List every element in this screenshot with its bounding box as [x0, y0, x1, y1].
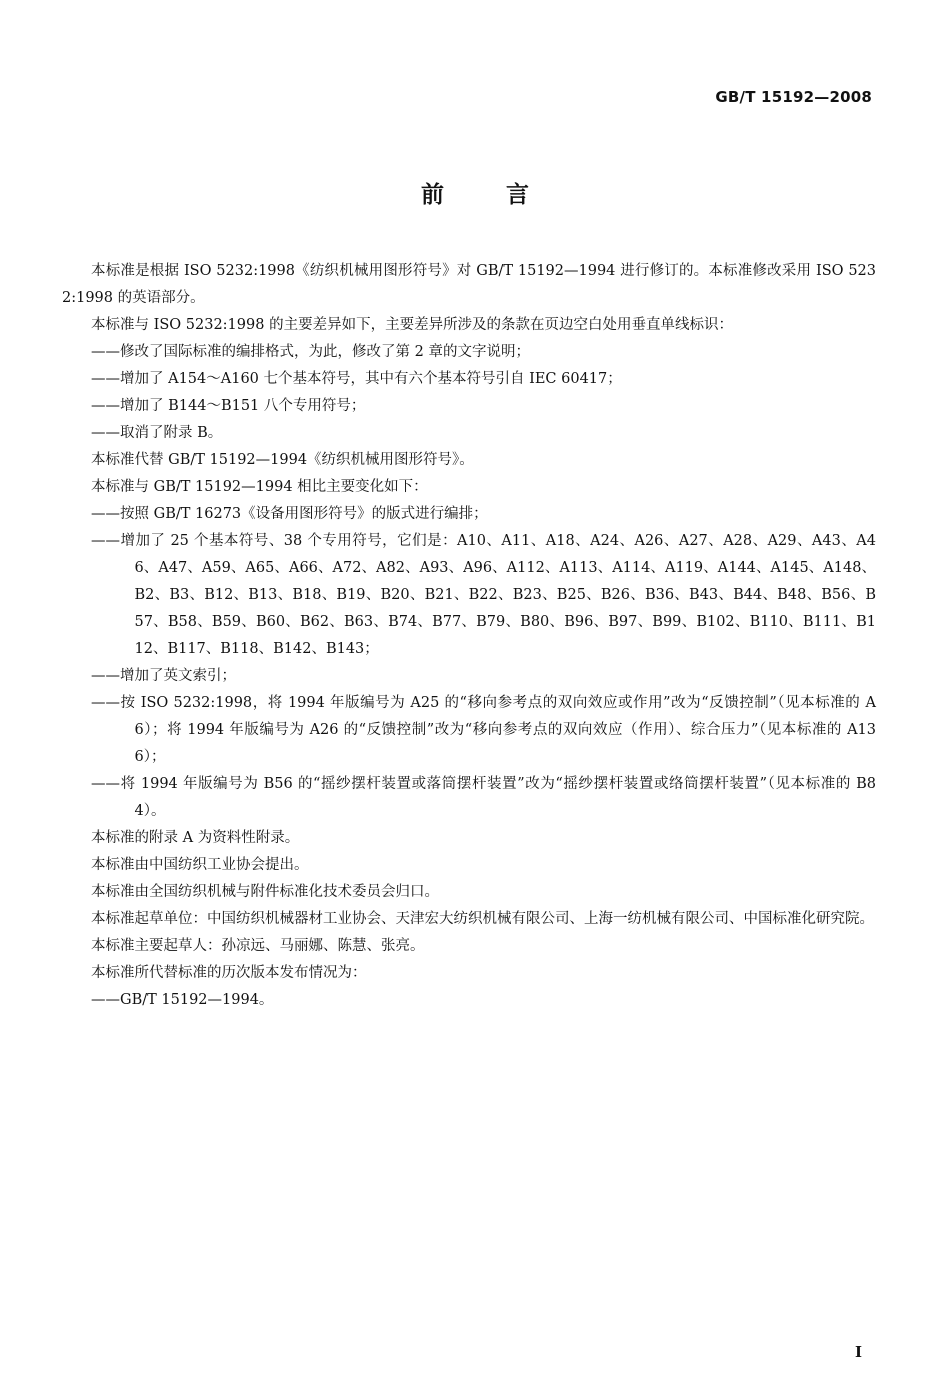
list-item: ——修改了国际标准的编排格式，为此，修改了第 2 章的文字说明；	[91, 344, 530, 360]
list-item: ——按 ISO 5232:1998，将 1994 年版编号为 A25 的“移向参考点的双向效应或作用”改为“反馈控制”（见本标准的 A6）；将 1994 年版编号为 A26 的“反馈控制”改为“移向参考点的双向效应（作用）、综合压力”（见本标准的 A136）；	[91, 695, 876, 765]
standard-id: GB/T 15192—2008	[715, 88, 872, 106]
list-item: ——增加了 A154～A160 七个基本符号，其中有六个基本符号引自 IEC 60417；	[91, 371, 622, 387]
paragraph-history: 本标准所代替标准的历次版本发布情况为：	[91, 965, 367, 981]
paragraph-committee: 本标准由全国纺织机械与附件标准化技术委员会归口。	[91, 884, 439, 900]
paragraph-drafting-units: 本标准起草单位：中国纺织机械器材工业协会、天津宏大纺织机械有限公司、上海一纺机械有限公司、中国标准化研究院。	[91, 911, 874, 927]
paragraph-revision-basis: 本标准是根据 ISO 5232:1998《纺织机械用图形符号》对 GB/T 15192—1994 进行修订的。本标准修改采用 ISO 5232:1998 的英语部分。	[62, 263, 876, 306]
paragraph-replaces: 本标准代替 GB/T 15192—1994《纺织机械用图形符号》。	[91, 452, 474, 468]
list-item: ——增加了 25 个基本符号、38 个专用符号，它们是：A10、A11、A18、A24、A26、A27、A28、A29、A43、A46、A47、A59、A65、A66、A72、A82、A93、A96、A112、A113、A114、A119、A144、A145、A148、B2、B3、B12、B13、B18、B19、B20、B21、B22、B23、B25、B26、B36、B43、B44、B48、B56、B57、B58、B59、B60、B62、B63、B74、B77、B79、B80、B96、B97、B99、B102、B110、B111、B112、B117、B118、B142、B143；	[91, 533, 876, 657]
paragraph-proposer: 本标准由中国纺织工业协会提出。	[91, 857, 309, 873]
list-item: ——按照 GB/T 16273《设备用图形符号》的版式进行编排；	[91, 506, 488, 522]
paragraph-main-differences: 本标准与 ISO 5232:1998 的主要差异如下，主要差异所涉及的条款在页边空白处用垂直单线标识：	[91, 317, 734, 333]
page-number: I	[854, 1343, 862, 1361]
list-item: ——将 1994 年版编号为 B56 的“摇纱摆杆装置或落筒摆杆装置”改为“摇纱摆杆装置或络筒摆杆装置”（见本标准的 B84）。	[91, 776, 876, 819]
list-item: ——增加了英文索引；	[91, 668, 236, 684]
foreword-body	[62, 258, 876, 1014]
paragraph-appendix: 本标准的附录 A 为资料性附录。	[91, 830, 300, 846]
paragraph-main-changes: 本标准与 GB/T 15192—1994 相比主要变化如下：	[91, 479, 428, 495]
list-item: ——取消了附录 B。	[91, 425, 223, 441]
paragraph-drafters: 本标准主要起草人：孙凉远、马丽娜、陈慧、张亮。	[91, 938, 425, 954]
list-item: ——增加了 B144～B151 八个专用符号；	[91, 398, 366, 414]
page-title: 前言	[421, 182, 591, 208]
list-item: ——GB/T 15192—1994。	[91, 992, 274, 1008]
